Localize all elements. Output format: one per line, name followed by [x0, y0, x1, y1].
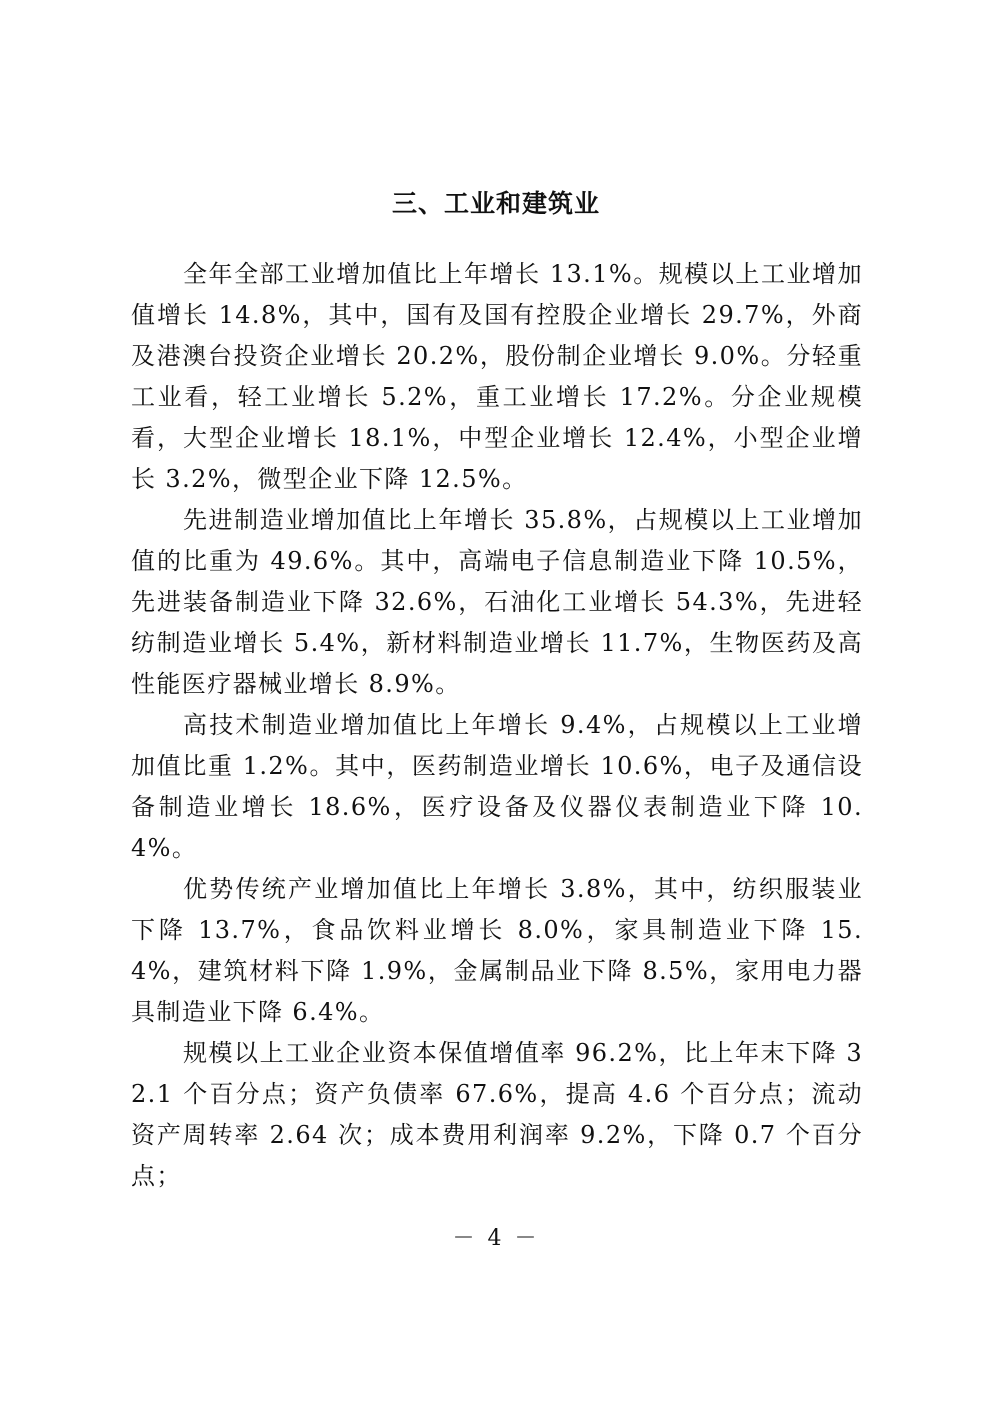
paragraph-traditional-industries: 优势传统产业增加值比上年增长 3.8%，其中，纺织服装业下降 13.7%，食品饮料业增长 8.0%，家具制造业下降 15.4%，建筑材料下降 1.9%，金属制品业下降 8.5%，家用电力器具制造业下降 6.4%。	[131, 875, 863, 1026]
paragraph-industrial-value-added: 全年全部工业增加值比上年增长 13.1%。规模以上工业增加值增长 14.8%，其中，国有及国有控股企业增长 29.7%，外商及港澳台投资企业增长 20.2%，股份制企业增长 9.0%。分轻重工业看，轻工业增长 5.2%，重工业增长 17.2%。分企业规模看，大型企业增长 18.1%，中型企业增长 12.4%，小型企业增长 3.2%，微型企业下降 12.5%。	[131, 260, 863, 493]
paragraph-enterprise-finance: 规模以上工业企业资本保值增值率 96.2%，比上年末下降 32.1 个百分点；资产负债率 67.6%，提高 4.6 个百分点；流动资产周转率 2.64 次；成本费用利润率 9.2%，下降 0.7 个百分点；	[131, 1039, 863, 1190]
section-title: 三、工业和建筑业	[391, 189, 600, 218]
paragraph-advanced-manufacturing: 先进制造业增加值比上年增长 35.8%，占规模以上工业增加值的比重为 49.6%。其中，高端电子信息制造业下降 10.5%，先进装备制造业下降 32.6%，石油化工业增长 54.3%，先进轻纺制造业增长 5.4%，新材料制造业增长 11.7%，生物医药及高性能医疗器械业增长 8.9%。	[131, 506, 863, 698]
page-number: － 4 －	[452, 1226, 540, 1251]
body-text	[131, 254, 863, 1197]
paragraph-high-tech-manufacturing: 高技术制造业增加值比上年增长 9.4%，占规模以上工业增加值比重 1.2%。其中，医药制造业增长 10.6%，电子及通信设备制造业增长 18.6%，医疗设备及仪器仪表制造业下降 10.4%。	[131, 711, 863, 862]
